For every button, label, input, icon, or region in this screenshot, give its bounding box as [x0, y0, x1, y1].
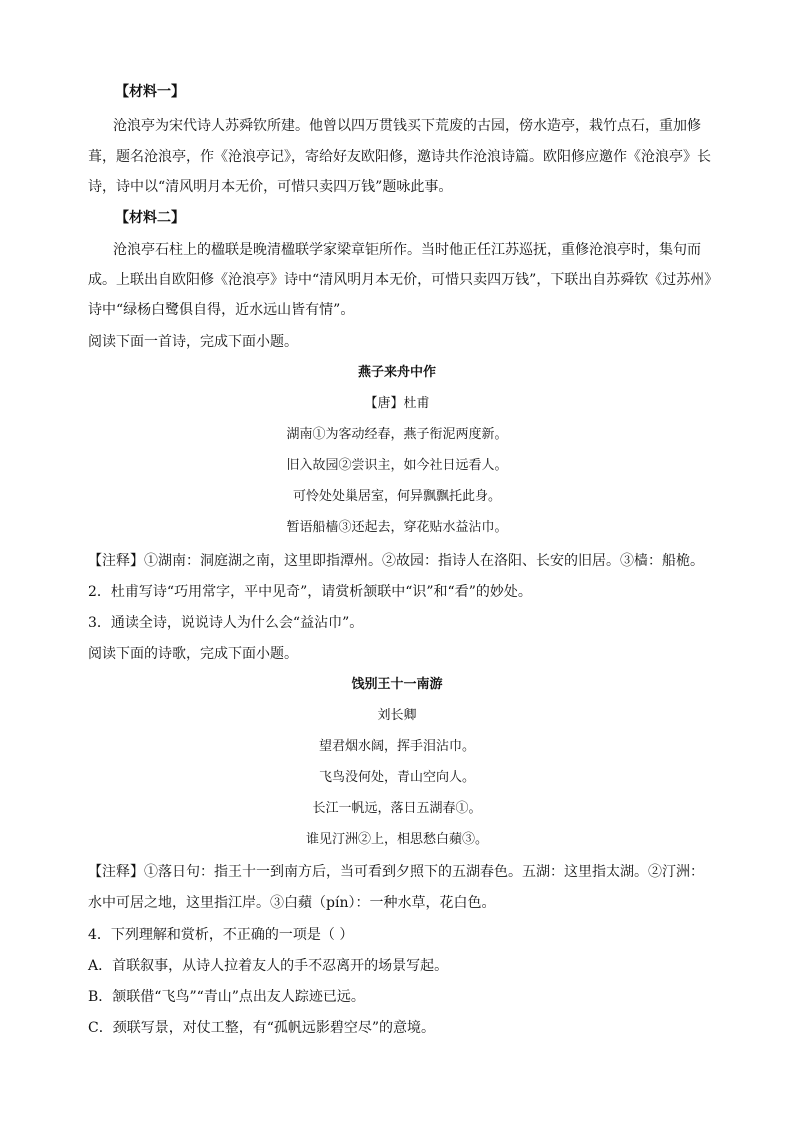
poem2-line-1: 望君烟水阔，挥手泪沾巾。 [318, 739, 475, 754]
question-4-option-c: C．颈联写景，对仗工整，有“孤帆远影碧空尽”的意境。 [88, 1020, 436, 1036]
question-3: 3．通读全诗，说说诗人为什么会“益沾巾”。 [88, 615, 364, 631]
material2-heading: 【材料二】 [115, 210, 185, 226]
question-4-stem: 4．下列理解和赏析，不正确的一项是（ ） [88, 927, 354, 943]
material1-heading: 【材料一】 [115, 84, 185, 100]
material2-line-1: 沧浪亭石柱上的楹联是晚清楹联学家梁章钜所作。当时他正任江苏巡抚，重修沧浪亭时，集句而 [113, 242, 701, 258]
poem2-annotation-line-1: 【注释】①落日句：指王十一到南方后，当可看到夕照下的五湖春色。五湖：这里指太湖。②汀洲： [88, 864, 704, 880]
reading-instruction-1: 阅读下面一首诗，完成下面小题。 [88, 334, 298, 350]
poem2-title: 饯别王十一南游 [351, 677, 443, 692]
material1-line-1: 沧浪亭为宋代诗人苏舜钦所建。他曾以四万贯钱买下荒废的古园，傍水造亭，栽竹点石，重加修 [113, 118, 701, 134]
question-2: 2．杜甫写诗“巧用常字，平中见奇”，请赏析颔联中“识”和“看”的妙处。 [88, 584, 532, 600]
reading-instruction-2: 阅读下面的诗歌，完成下面小题。 [88, 646, 298, 662]
poem2-line-3: 长江一帆远，落日五湖春①。 [312, 801, 482, 816]
poem1-line-2: 旧入故园②尝识主，如今社日远看人。 [286, 458, 508, 473]
poem1-line-3: 可怜处处巢居室，何异飘飘托此身。 [292, 489, 501, 504]
poem2-author: 刘长卿 [377, 708, 417, 723]
poem1-line-4: 暂语船樯③还起去，穿花贴水益沾巾。 [286, 520, 508, 535]
material2-line-3: 诗中“绿杨白鹭俱自得，近水远山皆有情”。 [88, 302, 355, 318]
poem2-annotation-line-2: 水中可居之地，这里指江岸。③白蘋（pín）：一种水草，花白色。 [88, 895, 496, 911]
material1-line-2: 葺，题名沧浪亭，作《沧浪亭记》，寄给好友欧阳修，邀诗共作沧浪诗篇。欧阳修应邀作《沧浪亭》长 [88, 149, 711, 165]
material1-line-3: 诗，诗中以“清风明月本无价，可惜只卖四万钱”题咏此事。 [88, 179, 453, 195]
poem1-line-1: 湖南①为客动经春，燕子衔泥两度新。 [286, 427, 508, 442]
poem2-line-4: 谁见汀洲②上，相思愁白蘋③。 [305, 832, 488, 847]
poem2-line-2: 飞鸟没何处，青山空向人。 [318, 770, 475, 785]
poem1-annotation: 【注释】①湖南：洞庭湖之南，这里即指潭州。②故园：指诗人在洛阳、长安的旧居。③樯：船桅。 [88, 553, 704, 569]
poem1-title: 燕子来舟中作 [357, 365, 436, 380]
question-4-option-b: B．颔联借“飞鸟”“青山”点出友人踪迹已远。 [88, 989, 365, 1005]
question-4-option-a: A．首联叙事，从诗人拉着友人的手不忍离开的场景写起。 [88, 958, 449, 974]
material2-line-2: 成。上联出自欧阳修《沧浪亭》诗中“清风明月本无价，可惜只卖四万钱”，下联出自苏舜钦《过苏州》 [88, 272, 719, 288]
poem1-author: 【唐】杜甫 [364, 396, 430, 411]
